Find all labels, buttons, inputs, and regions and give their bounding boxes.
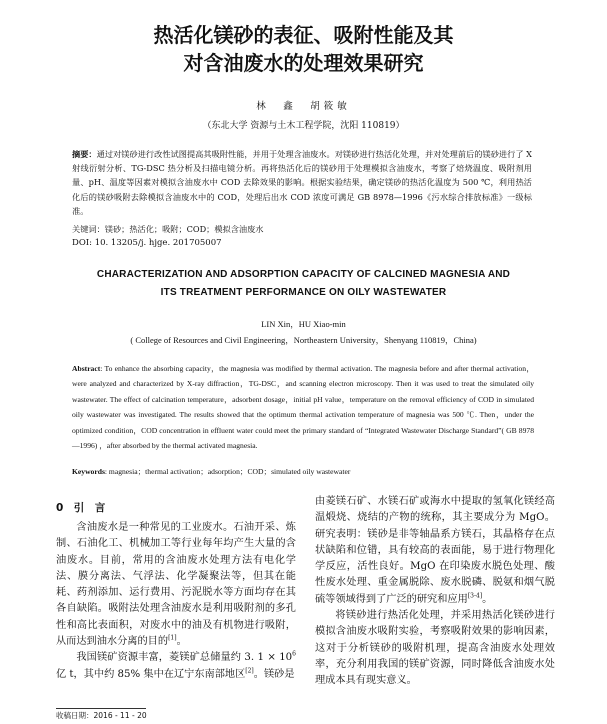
citation-2: [2] <box>245 667 254 675</box>
affiliation-cn: （东北大学 资源与土木工程学院，沈阳 110819） <box>202 121 405 131</box>
right-paragraph-1-text: 由菱镁石矿、水镁石矿或海水中提取的氢氧化镁经高温煅烧、烧结的产物的统称，其主要成分为 MgO。研究表明：镁砂是非等轴晶系方镁石，其晶格存在点状缺陷和位错，具有较高的表面能，易于进行物理化学反应，活性良好。MgO 在印染废水脱色处理、酸性废水处理、重金属脱除、废水脱磷、脱氨和烟气脱硫等领域得到了广泛的研究和应用 <box>315 496 555 605</box>
keywords-en <box>72 465 534 479</box>
authors-cn: 林 鑫 胡筱敏 <box>256 101 351 112</box>
citation-3-4: [3-4] <box>467 592 483 600</box>
affiliation-en: ( College of Resources and Civil Engineering，Northeastern University，Shenyang 110819，China) <box>130 335 477 345</box>
right-paragraph-1-end: 。 <box>482 593 493 605</box>
intro-paragraph-1 <box>56 520 296 650</box>
intro-paragraph-2 <box>56 650 296 683</box>
abstract-en-label: Abstract <box>72 364 101 373</box>
body-column-right <box>315 494 555 690</box>
abstract-en <box>72 361 534 453</box>
abstract-cn-label: 摘要： <box>72 149 97 159</box>
keywords-en-label: Keywords <box>72 467 105 476</box>
citation-1: [1] <box>168 634 177 642</box>
abstract-cn <box>72 147 532 218</box>
received-date-footnote: 收稿日期：2016 - 11 - 20 <box>56 711 147 720</box>
abstract-en-text: : To enhance the absorbing capacity，the magnesia was modified by thermal activation. The magnesia before and after thermal activation，were analyzed and characterized by X-ray diffraction，TG-DSC，and scanning electron microscopy. Then it was used to treat the simulated oily wastewater. The effect of calcination temperature，adsorbent dosage，initial pH value，temperature on the removal efficiency of COD in simulated oily wastewater was investigated. The results showed that the optimum thermal activation temperature of magnesia was 500 ℃. Then，under the optimized condition，COD concentration in effluent water could meet the primary standard of “Integrated Wastewater Discharge Standard”( GB 8978—1996) ，after absorbed by the thermal activated magnesia. <box>72 364 534 451</box>
title-en-line2: ITS TREATMENT PERFORMANCE ON OILY WASTEWATER <box>160 287 447 298</box>
intro-paragraph-2-continued <box>315 494 555 608</box>
footnote-rule <box>56 708 146 709</box>
keywords-en-text: : magnesia；thermal activation；adsorption；COD；simulated oily wastewater <box>104 467 351 476</box>
intro-paragraph-2-text: 我国镁矿资源丰富，菱镁矿总储量约 3. 1 × 10 <box>76 652 293 664</box>
title-cn-line2: 对含油废水的处理效果研究 <box>183 51 424 75</box>
intro-paragraph-1-end: 。 <box>176 636 187 648</box>
abstract-cn-text: 通过对镁砂进行改性试图提高其吸附性能，并用于处理含油废水。对镁砂进行热活化处理，并对处理前后的镁砂进行了 X 射线衍射分析、TG-DSC 热分析及扫描电镜分析。再将热活化后的镁砂用于处理模拟含油废水，考察了焙烧温度、吸附剂用量、pH、温度等因素对模拟含油废水中 COD 去除效果的影响。根据实验结果，确定镁砂的热活化温度为 500 ℃，利用热活化后的镁砂吸附去除模拟含油废水中的 COD，处理后出水 COD 浓度可满足 GB 8978—1996《污水综合排放标准》一级标准。 <box>72 149 532 216</box>
title-cn-line1: 热活化镁砂的表征、吸附性能及其 <box>153 23 454 47</box>
intro-paragraph-3: 将镁砂进行热活化处理，并采用热活化镁砂进行模拟含油废水吸附实验，考察吸附效果的影响因素，这对于分析镁砂的吸附机理，提高含油废水处理效率，充分利用我国的镁矿资源，同时降低含油废水处理成本具有现实意义。 <box>315 610 555 687</box>
intro-paragraph-2-text-b: 亿 t，其中约 85% 集中在辽宁东南部地区 <box>56 668 246 680</box>
keywords-cn: 关键词：镁砂；热活化；吸附；COD；模拟含油废水 <box>72 224 264 234</box>
intro-paragraph-1-text: 含油废水是一种常见的工业废水。石油开采、炼制、石油化工、机械加工等行业每年均产生大量的含油废水。目前，常用的含油废水处理方法有电化学法、膜分离法、气浮法、化学凝聚法等，但其在能耗、药剂添加、运行费用、污泥脱水等方面均存在其各自缺陷。吸附法处理含油废水是利用吸附剂的多孔性和高比表面积，对废水中的油及有机物进行吸附，从而达到油水分离的目的 <box>56 522 296 648</box>
authors-en: LIN Xin，HU Xiao-min <box>261 319 346 329</box>
superscript-exponent: 6 <box>292 650 296 658</box>
doi: DOI: 10. 13205/j. hjge. 201705007 <box>72 238 222 248</box>
body-column-left <box>56 500 296 683</box>
title-en-line1: CHARACTERIZATION AND ADSORPTION CAPACITY OF CALCINED MAGNESIA AND <box>96 269 511 280</box>
intro-paragraph-2-text-c: 。镁砂是 <box>253 668 295 680</box>
section-heading: 0 引 言 <box>56 502 106 514</box>
